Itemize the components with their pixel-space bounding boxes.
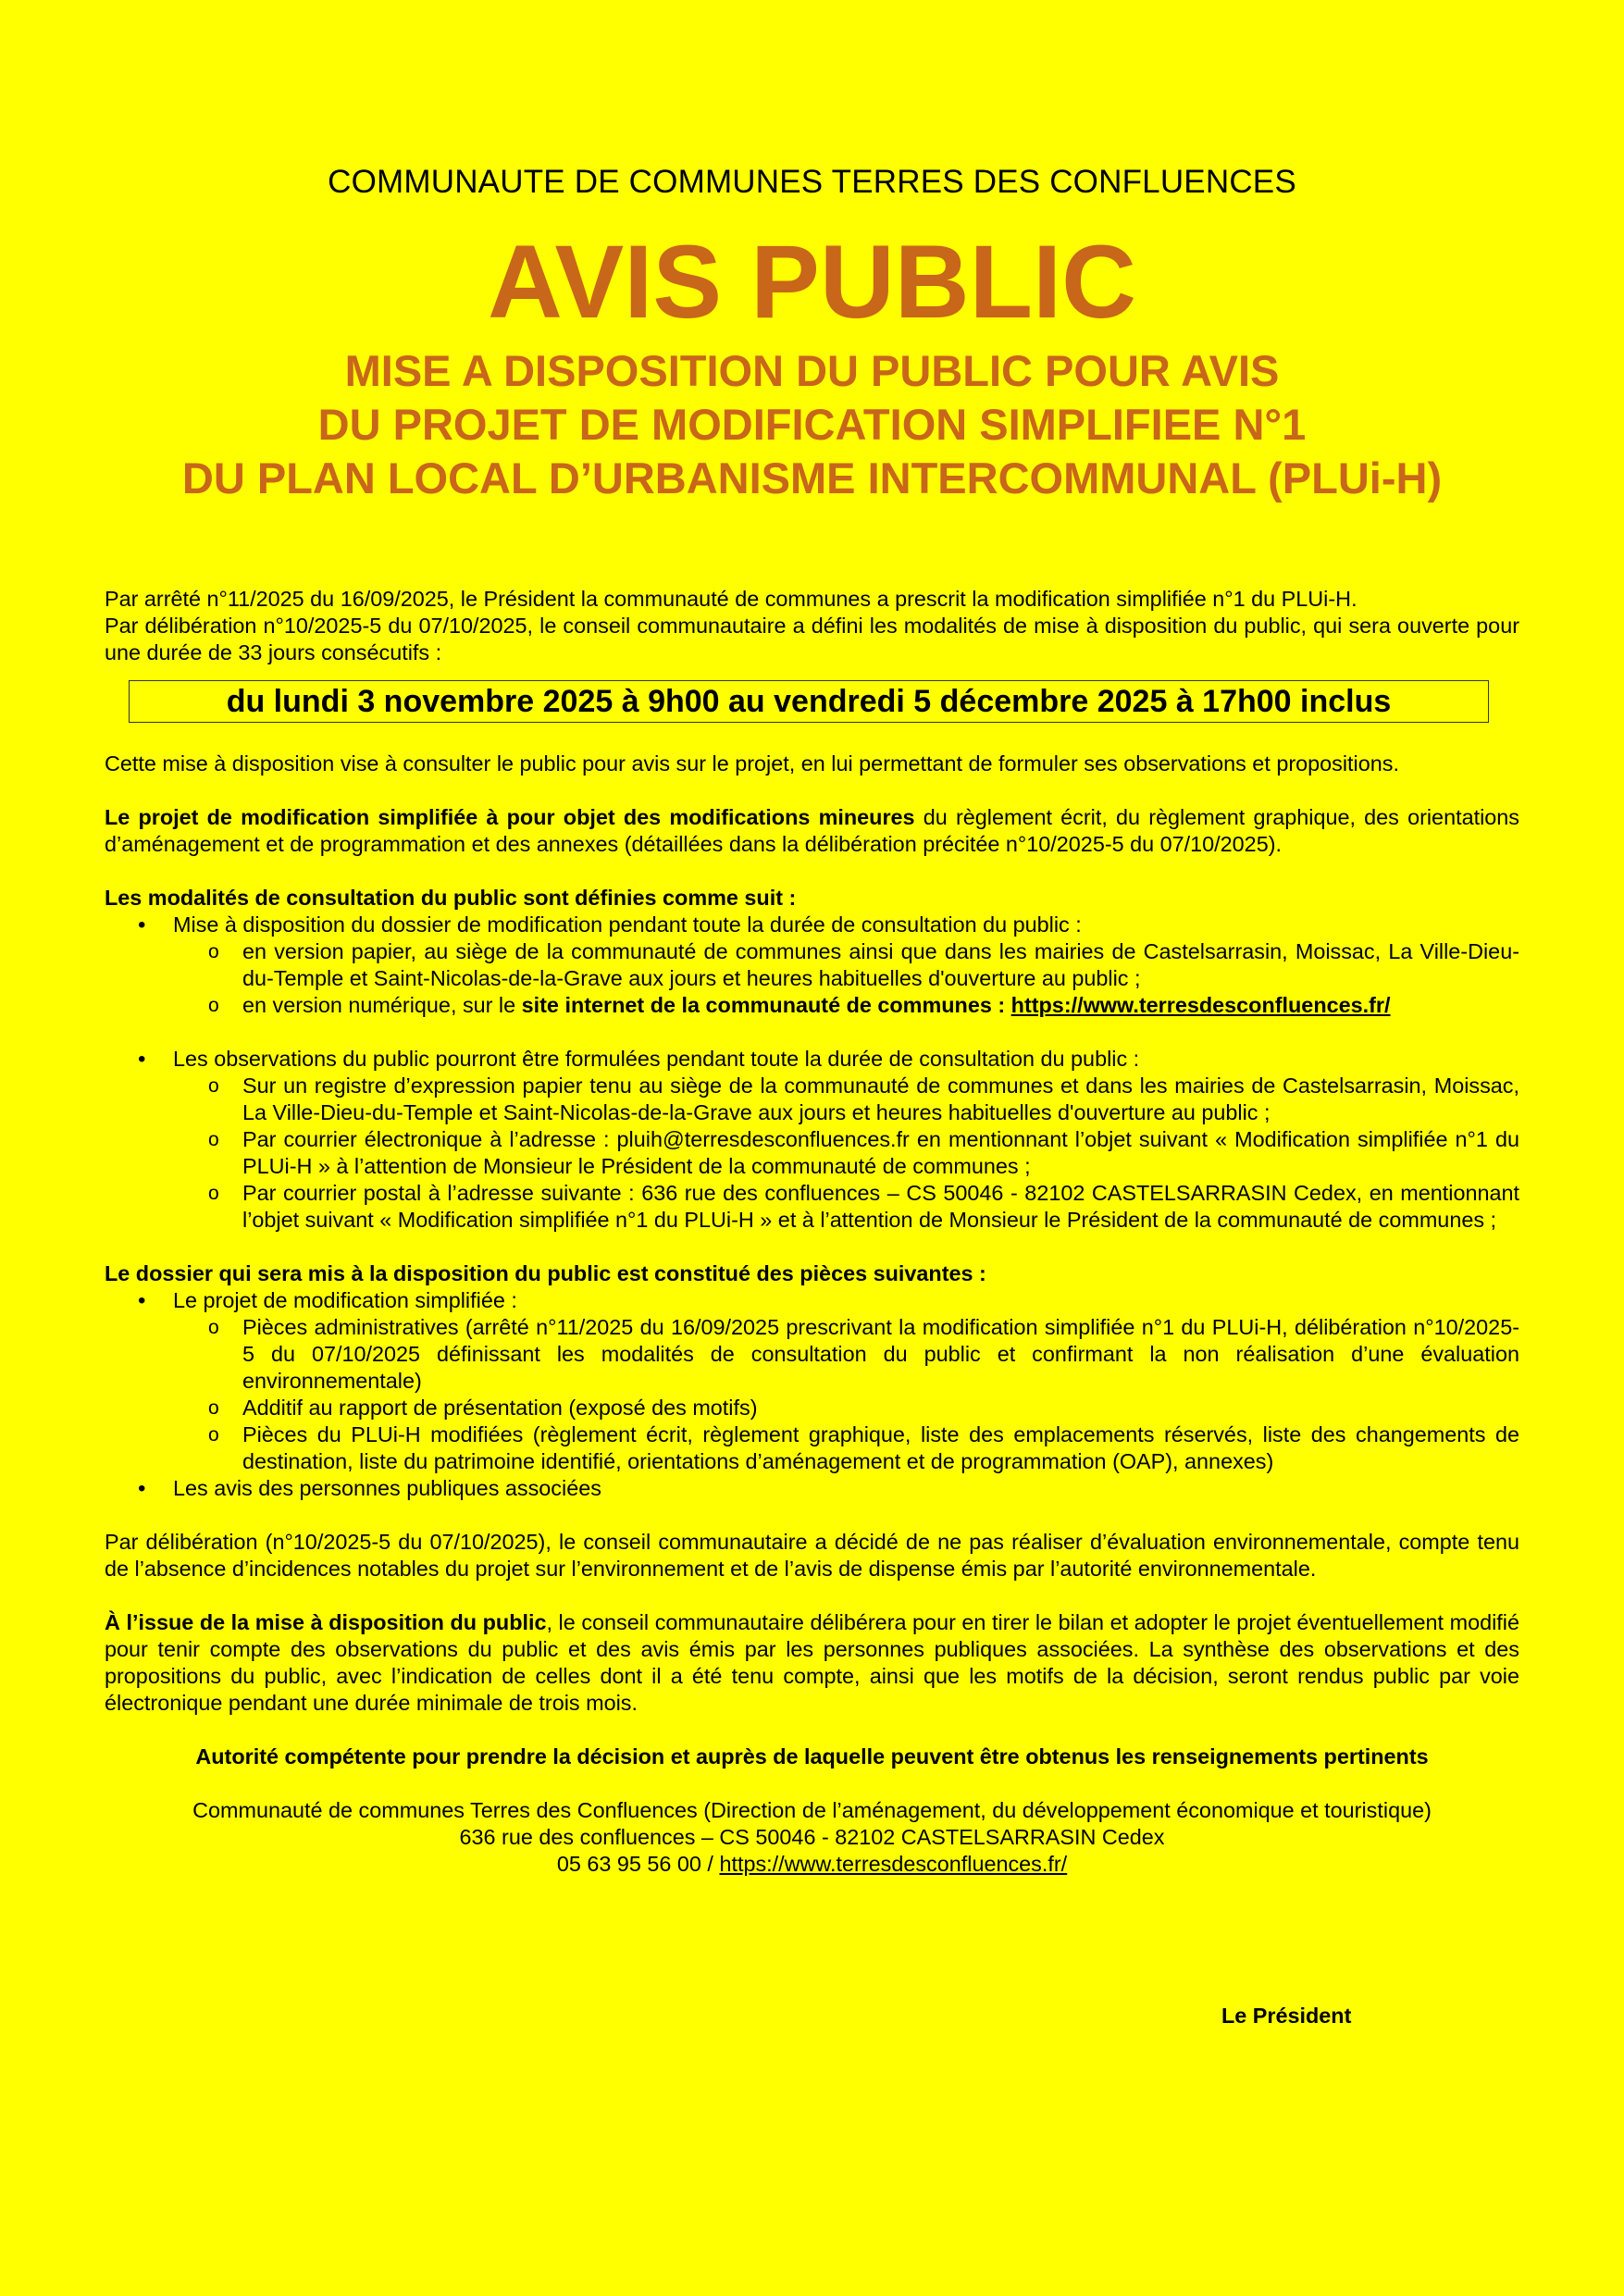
dossier-heading: Le dossier qui sera mis à la disposition du public est constitué des pièces suivantes : (105, 1261, 986, 1285)
intro-line-1: Par arrêté n°11/2025 du 16/09/2025, le Président la communauté de communes a prescrit la modification simplifiée n°1 du PLUi-H. (105, 587, 1357, 611)
website-link[interactable]: https://www.terresdesconfluences.fr/ (1010, 993, 1391, 1017)
purpose-paragraph: Cette mise à disposition vise à consulter le public pour avis sur le projet, en lui permettant de formuler ses observations et propositions. (105, 751, 1399, 776)
dossier-list (105, 1287, 1519, 1502)
list-item: • Les avis des personnes publiques associées (105, 1475, 1519, 1502)
list-item: • Les observations du public pourront être formulées pendant toute la durée de consultation du public : o Sur un registre d’expression papier tenu au siège de la communauté de communes et dans les mairies de Castelsarrasin, Moissac, La Ville-Dieu-du-Temple et Saint-Nicolas-de-la-Grave aux jours et heures habituelles d'ouverture au public ; o Par courrier électronique à l’adresse : pluih@terresdesconfluences.fr en mentionnant l’objet suivant « Modification simplifiée n°1 du PLUi-H » à l’attention de Monsieur le Président de la communauté de communes ; o Par courrier postal à l’adresse suivante : 636 rue des confluences – CS 50046 - 82102 CASTELSARRASIN Cedex, en mentionnant l’objet suivant « Modification simplifiée n°1 du PLUi-H » et à l’attention de Monsieur le Président de la communauté de communes ; (105, 1046, 1519, 1234)
list-item: • Le projet de modification simplifiée : o Pièces administratives (arrêté n°11/2025 du 16/09/2025 prescrivant la modification simplifiée n°1 du PLUi-H, délibération n°10/2025-5 du 07/10/2025 définissant les modalités de consultation du public et confirmant la non réalisation d’une évaluation environnementale) o Additif au rapport de présentation (exposé des motifs) o Pièces du PLUi-H modifiées (règlement écrit, règlement graphique, liste des emplacements réservés, liste des changements de destination, liste du patrimoine identifié, orientations d’aménagement et de programmation (OAP), annexes) (105, 1287, 1519, 1475)
list-item: o Par courrier postal à l’adresse suivante : 636 rue des confluences – CS 50046 - 82102 CASTELSARRASIN Cedex, en mentionnant l’objet suivant « Modification simplifiée n°1 du PLUi-H » et à l’attention de Monsieur le Président de la communauté de communes ; (173, 1180, 1519, 1234)
dates-box: du lundi 3 novembre 2025 à 9h00 au vendredi 5 décembre 2025 à 17h00 inclus (129, 680, 1489, 723)
subtitle-line-3: DU PLAN LOCAL D’URBANISME INTERCOMMUNAL (PLUi-H) (181, 453, 1443, 503)
modalites-heading: Les modalités de consultation du public sont définies comme suit : (105, 886, 797, 910)
organization-name: COMMUNAUTE DE COMMUNES TERRES DES CONFLUENCES (328, 164, 1296, 200)
list-item: o en version numérique, sur le site internet de la communauté de communes : https://www.terresdesconfluences.fr/ (173, 992, 1519, 1019)
authority-heading: Autorité compétente pour prendre la décision et auprès de laquelle peuvent être obtenus les renseignements pertinents (195, 1744, 1429, 1769)
modalites-list (105, 912, 1519, 1234)
authority-contact: 05 63 95 56 00 / https://www.terresdesconfluences.fr/ (556, 1852, 1068, 1876)
list-item: o Par courrier électronique à l’adresse : pluih@terresdesconfluences.fr en mentionnant l’objet suivant « Modification simplifiée n°1 du PLUi-H » à l’attention de Monsieur le Président de la communauté de communes ; (173, 1126, 1519, 1180)
object-paragraph (105, 804, 1519, 858)
contact-website-link[interactable]: https://www.terresdesconfluences.fr/ (719, 1852, 1068, 1876)
evaluation-paragraph: Par délibération (n°10/2025-5 du 07/10/2025), le conseil communautaire a décidé de ne pas réaliser d’évaluation environnementale, compte tenu de l’absence d’incidences notables du projet sur l’environnement et de l’avis de dispense émis par l’autorité environnementale. (105, 1530, 1519, 1581)
issue-paragraph: À l’issue de la mise à disposition du public, le conseil communautaire délibérera pour en tirer le bilan et adopter le projet éventuellement modifié pour tenir compte des observations du public et des avis émis par les personnes publiques associées. La synthèse des observations et des propositions du public, avec l’indication de celles dont il a été tenu compte, ainsi que les motifs de la décision, seront rendus public par voie électronique pendant une durée minimale de trois mois. (105, 1610, 1519, 1715)
intro-line-2: Par délibération n°10/2025-5 du 07/10/2025, le conseil communautaire a défini les modalités de mise à disposition du public, qui sera ouverte pour une durée de 33 jours consécutifs : (105, 614, 1519, 664)
notice-body (105, 586, 1519, 1878)
list-item: • Mise à disposition du dossier de modification pendant toute la durée de consultation du public : o en version papier, au siège de la communauté de communes ainsi que dans les mairies de Castelsarrasin, Moissac, La Ville-Dieu-du-Temple et Saint-Nicolas-de-la-Grave aux jours et heures habituelles d'ouverture au public ; o en version numérique, sur le site internet de la communauté de communes : https://www.terresdesconfluences.fr/ (105, 912, 1519, 1019)
object-rest: du règlement écrit, du règlement graphique, des orientations d’aménagement et de programmation et des annexes (détaillées dans la délibération précitée n°10/2025-5 du 07/10/2025). (105, 805, 1519, 856)
object-bold: Le projet de modification simplifiée à pour objet des modifications mineures (105, 805, 915, 829)
list-item: o Pièces administratives (arrêté n°11/2025 du 16/09/2025 prescrivant la modification simplifiée n°1 du PLUi-H, délibération n°10/2025-5 du 07/10/2025 définissant les modalités de consultation du public et confirmant la non réalisation d’une évaluation environnementale) (173, 1314, 1519, 1395)
notice-title: AVIS PUBLIC (487, 224, 1137, 340)
authority-line-1: Communauté de communes Terres des Confluences (Direction de l’aménagement, du développement économique et touristique) (192, 1798, 1432, 1822)
list-item: o Sur un registre d’expression papier tenu au siège de la communauté de communes et dans les mairies de Castelsarrasin, Moissac, La Ville-Dieu-du-Temple et Saint-Nicolas-de-la-Grave aux jours et heures habituelles d'ouverture au public ; (173, 1073, 1519, 1126)
list-item: o Pièces du PLUi-H modifiées (règlement écrit, règlement graphique, liste des emplacements réservés, liste des changements de destination, liste du patrimoine identifié, orientations d’aménagement et de programmation (OAP), annexes) (173, 1421, 1519, 1475)
subtitle-line-1: MISE A DISPOSITION DU PUBLIC POUR AVIS (344, 346, 1280, 395)
list-item: o Additif au rapport de présentation (exposé des motifs) (173, 1395, 1519, 1421)
list-item: o en version papier, au siège de la communauté de communes ainsi que dans les mairies de Castelsarrasin, Moissac, La Ville-Dieu-du-Temple et Saint-Nicolas-de-la-Grave aux jours et heures habituelles d'ouverture au public ; (173, 938, 1519, 992)
notice-subtitle (0, 344, 1624, 505)
signature: Le Président (1221, 2004, 1352, 2028)
subtitle-line-2: DU PROJET DE MODIFICATION SIMPLIFIEE N°1 (317, 400, 1307, 449)
authority-line-2: 636 rue des confluences – CS 50046 - 82102 CASTELSARRASIN Cedex (459, 1825, 1165, 1849)
